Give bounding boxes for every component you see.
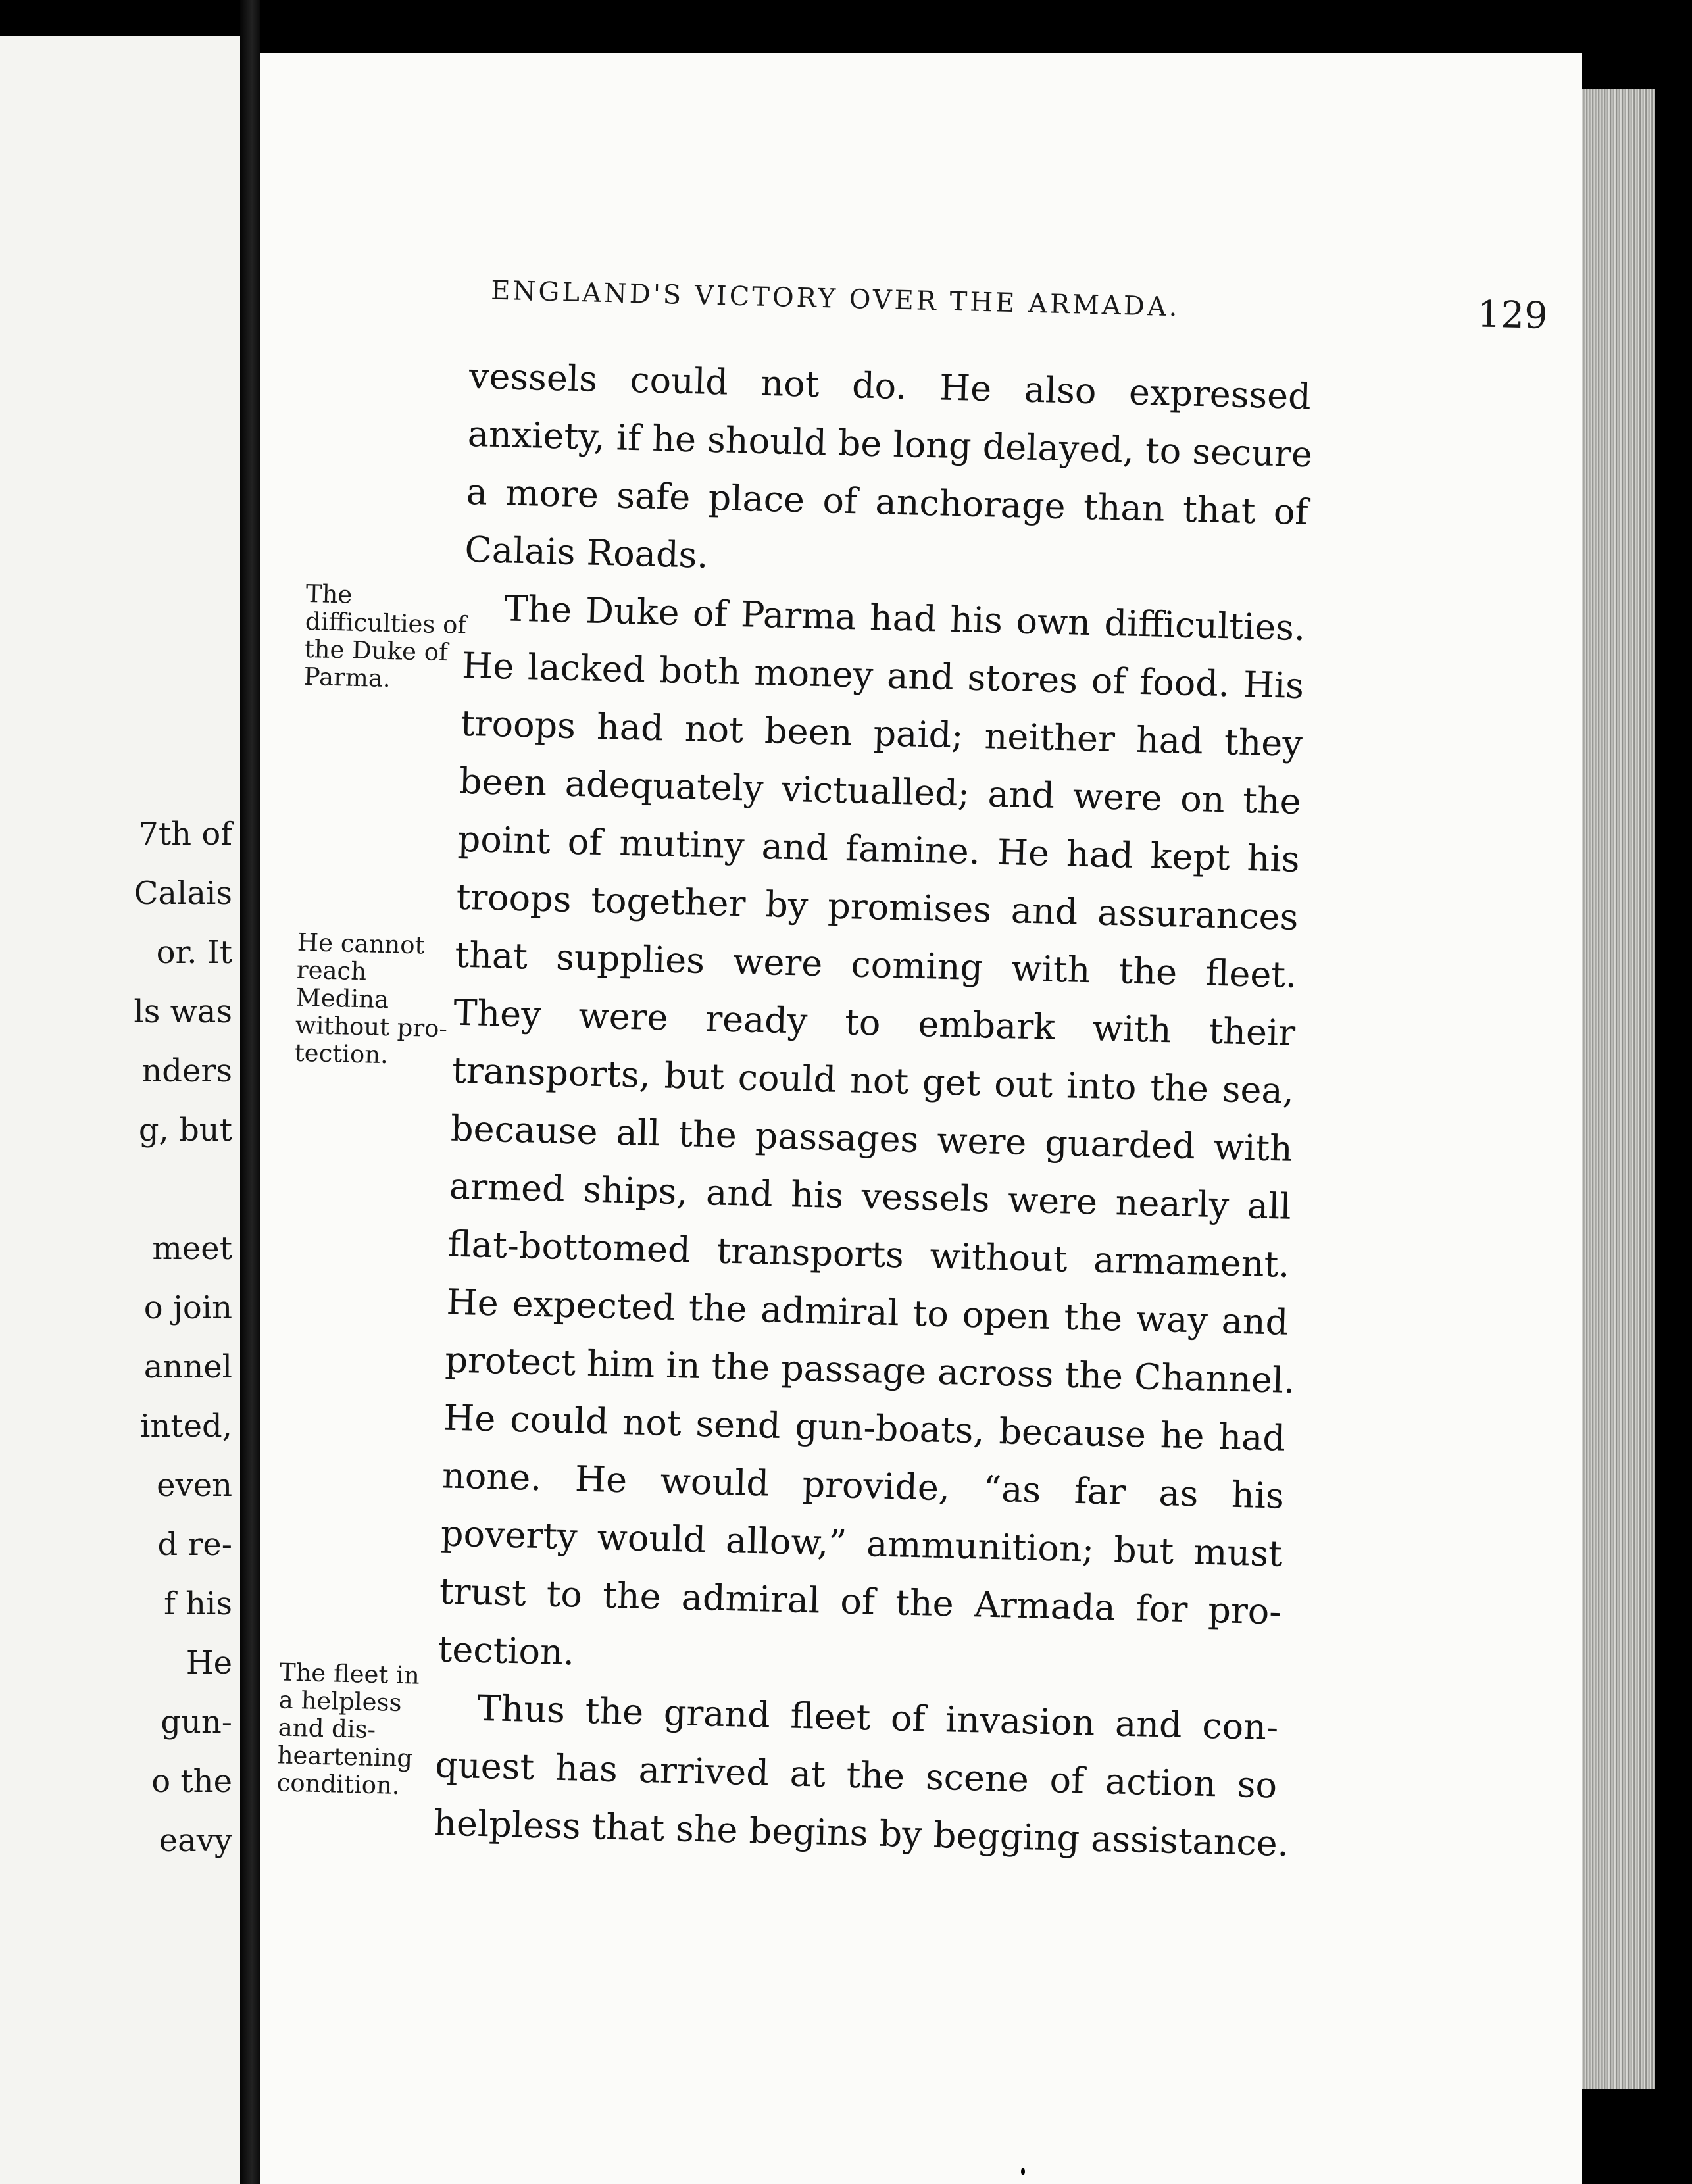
left-page-line: Calais	[134, 875, 232, 912]
right-page	[260, 53, 1582, 2184]
text-line: transports, but could not get out into the sea,	[451, 1049, 1295, 1112]
text-line: armed ships, and his vessels were nearly all	[449, 1165, 1292, 1228]
left-page-line: d re-	[157, 1526, 232, 1563]
text-line: quest has arrived at the scene of action so	[434, 1744, 1278, 1806]
left-page-line: meet	[152, 1230, 232, 1267]
left-page-line: nders	[141, 1053, 232, 1089]
running-head	[490, 275, 1549, 337]
left-page-line: or. It	[156, 934, 232, 971]
text-line: He expected the admiral to open the way and	[445, 1281, 1289, 1343]
sidenote-line: tection.	[294, 1038, 389, 1070]
scan-speck	[1021, 2168, 1025, 2175]
text-line: vessels could not do. He also expressed	[468, 355, 1312, 418]
text-line: He could not send gun-boats, because he had	[443, 1397, 1286, 1459]
left-page-line: ls was	[134, 993, 232, 1030]
text-line: point of mutiny and famine. He had kept his	[457, 818, 1301, 880]
text-line: troops together by promises and assurances	[455, 876, 1299, 938]
sidenote-line: Parma.	[303, 662, 391, 693]
text-line: The Duke of Parma had his own difficulties.	[503, 587, 1306, 649]
left-page-line: g, but	[138, 1112, 232, 1149]
sidenote-cannot-reach-medina	[294, 929, 449, 1071]
text-line: helpless that she begins by begging assistance.	[433, 1802, 1289, 1865]
sidenote-line: and dis-	[278, 1713, 376, 1745]
left-page-line: f his	[164, 1585, 232, 1622]
sidenote-line: the Duke of	[304, 634, 449, 667]
sidenote-line: condition.	[276, 1768, 401, 1800]
body-text	[433, 347, 1312, 1873]
text-line: troops had not been paid; neither had they	[460, 702, 1303, 765]
sidenote-line: reach	[296, 955, 367, 986]
left-page-line: 7th of	[138, 816, 232, 853]
text-line: because all the passages were guarded with	[450, 1107, 1293, 1170]
page-edges	[1582, 89, 1655, 2089]
text-line: They were ready to embark with their	[453, 991, 1296, 1054]
left-page-line: eavy	[159, 1822, 232, 1859]
text-line: none. He would provide, “as far as his	[441, 1454, 1285, 1517]
left-page-line: gun-	[161, 1704, 232, 1741]
sidenote-line: The fleet in	[279, 1658, 420, 1690]
text-line: that supplies were coming with the fleet.	[454, 933, 1297, 996]
left-page-line: o join	[143, 1289, 232, 1326]
left-page-line: annel	[143, 1349, 232, 1385]
sidenote-parma-difficulties	[303, 580, 467, 695]
text-line: Thus the grand fleet of invasion and con-	[476, 1687, 1280, 1749]
text-line: anxiety, if he should be long delayed, to secure	[467, 412, 1313, 476]
text-line: been adequately victualled; and were on the	[459, 760, 1302, 822]
text-line: tection.	[437, 1628, 575, 1674]
sidenote-line: The	[305, 579, 353, 609]
running-title: ENGLAND'S VICTORY OVER THE ARMADA.	[490, 275, 1181, 323]
text-line: poverty would allow,” ammunition; but must	[440, 1512, 1283, 1575]
sidenote-line: difficulties of	[305, 607, 467, 639]
text-line: flat-bottomed transports without armament.	[447, 1223, 1291, 1285]
page-number: 129	[1477, 293, 1549, 337]
text-line: Calais Roads.	[464, 528, 709, 576]
sidenote-line: heartening	[277, 1741, 413, 1773]
text-line: trust to the admiral of the Armada for pro-	[439, 1570, 1282, 1633]
sidenote-line: He cannot	[297, 928, 425, 960]
edge-shadow	[1655, 89, 1692, 2184]
text-line: He lacked both money and stores of food. His	[461, 644, 1305, 707]
left-page-line: inted,	[140, 1408, 232, 1445]
sidenote-line: Medina	[295, 983, 389, 1014]
left-page	[0, 36, 240, 2184]
sidenote-line: a helpless	[278, 1685, 403, 1718]
left-page-line: even	[157, 1467, 232, 1504]
left-page-line: He	[186, 1645, 232, 1681]
text-line: protect him in the passage across the Channel.	[444, 1339, 1296, 1402]
left-page-line: o the	[151, 1763, 232, 1800]
sidenote-fleet-helpless	[276, 1658, 420, 1800]
book-gutter	[240, 0, 260, 2184]
sidenote-line: without pro-	[295, 1010, 448, 1043]
text-line: a more safe place of anchorage than that of	[466, 470, 1309, 534]
